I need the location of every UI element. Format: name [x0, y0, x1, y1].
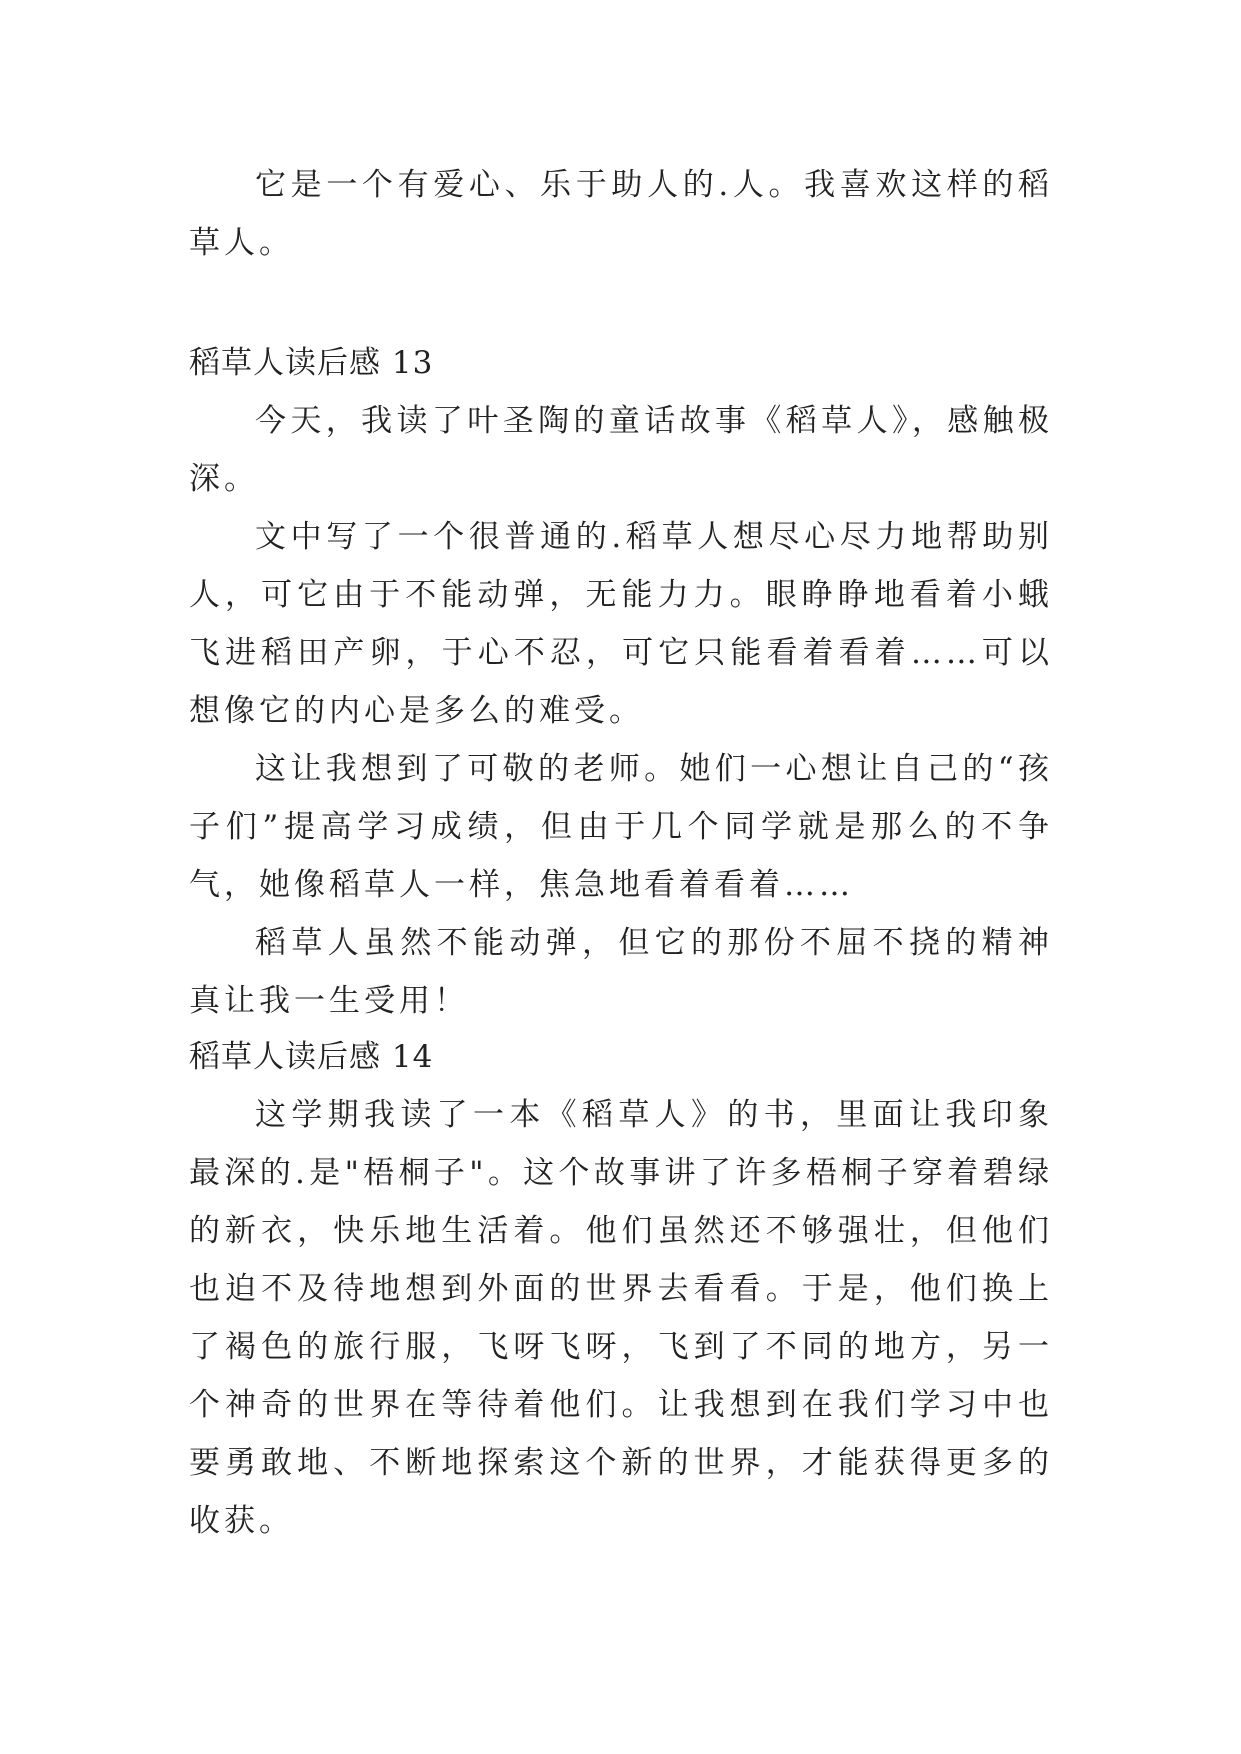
paragraph: 稻草人虽然不能动弹，但它的那份不屈不挠的精神真让我一生受用！	[189, 925, 1053, 1019]
paragraph: 这学期我读了一本《稻草人》的书，里面让我印象最深的.是"梧桐子"。这个故事讲了许多梧桐子穿着碧绿的新衣，快乐地生活着。他们虽然还不够强壮，但他们也迫不及待地想到外面的世界去看看。于是，他们换上了褐色的旅行服，飞呀飞呀，飞到了不同的地方，另一个神奇的世界在等待着他们。让我想到在我们学习中也要勇敢地、不断地探索这个新的世界，才能获得更多的收获。	[189, 1097, 1053, 1539]
paragraph: 这让我想到了可敬的老师。她们一心想让自己的“孩子们”提高学习成绩，但由于几个同学就是那么的不争气，她像稻草人一样，焦急地看着看着……	[189, 751, 1053, 903]
section-13-title: 稻草人读后感 13	[189, 345, 434, 381]
section-13-body	[189, 392, 1053, 1030]
section-14-title: 稻草人读后感 14	[189, 1039, 434, 1075]
paragraph: 它是一个有爱心、乐于助人的.人。我喜欢这样的稻草人。	[189, 167, 1053, 261]
section-14-body	[189, 1086, 1053, 1550]
paragraph: 今天，我读了叶圣陶的童话故事《稻草人》，感触极深。	[189, 403, 1053, 497]
intro-text	[189, 156, 1053, 272]
paragraph: 文中写了一个很普通的.稻草人想尽心尽力地帮助别人，可它由于不能动弹，无能力力。眼睁睁地看着小蛾飞进稻田产卵，于心不忍，可它只能看着看着……可以想像它的内心是多么的难受。	[189, 519, 1053, 729]
